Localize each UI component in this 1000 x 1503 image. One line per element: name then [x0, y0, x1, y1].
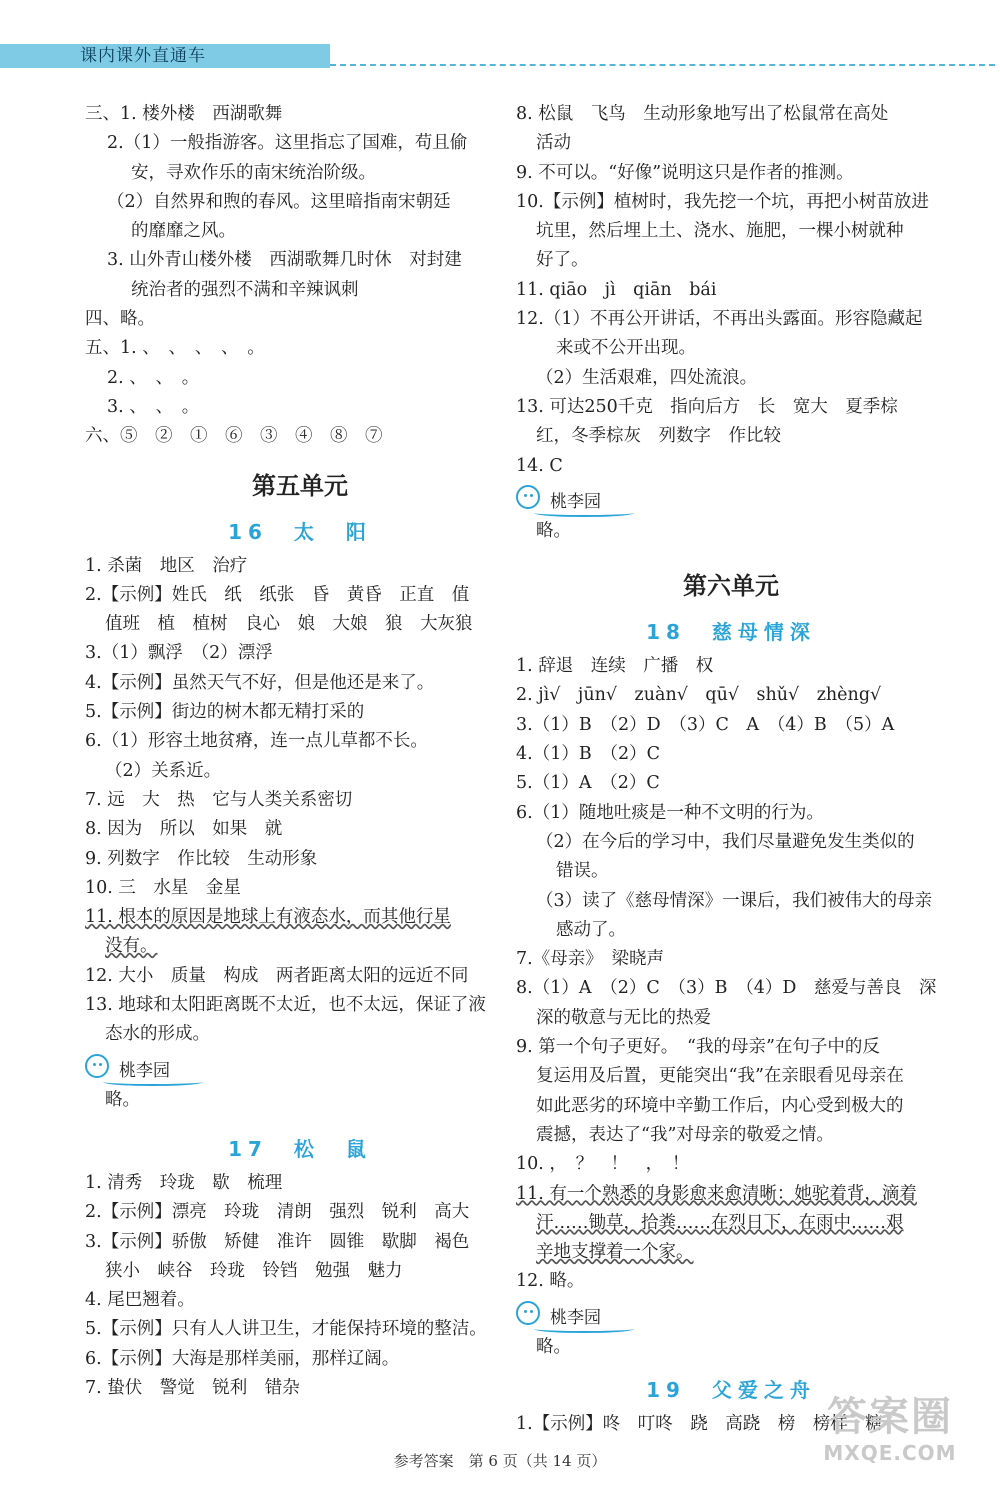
answer-text: 4.（1）B （2）C [516, 744, 660, 765]
answer-line [85, 903, 515, 932]
answer-text: 汗……锄草，拾粪……在烈日下，在雨中……艰 [536, 1212, 904, 1233]
answer-line [516, 1238, 946, 1267]
answer-text: 红，冬季棕灰 列数字 作比较 [536, 426, 781, 447]
answer-line [85, 874, 515, 903]
answer-line [85, 552, 515, 581]
answer-text: 8.（1）A （2）C （3）B （4）D 慈爱与善良 深 [516, 978, 937, 999]
taoliyuan-badge-2 [516, 483, 946, 517]
answer-text: 13. 地球和太阳距离既不太近，也不太远，保证了液 [85, 995, 486, 1016]
answer-text: 坑里，然后埋上土、浇水、施肥，一棵小树就种 [536, 221, 904, 242]
answer-line [516, 334, 946, 363]
answer-line [85, 1374, 515, 1403]
answer-line [85, 932, 515, 961]
answer-line [516, 305, 946, 334]
answer-text: 震撼，表达了“我”对母亲的敬爱之情。 [536, 1124, 834, 1145]
answer-line [516, 276, 946, 305]
smile-icon [85, 1054, 109, 1078]
answer-line [516, 1033, 946, 1062]
left-column [85, 100, 515, 1403]
unit5-title: 第五单元 [252, 470, 348, 500]
answer-text: 12. 大小 质量 构成 两者距离太阳的远近不同 [85, 965, 469, 986]
answer-line [516, 887, 946, 916]
answer-text: 活动 [536, 133, 571, 154]
answer-text: 8. 因为 所以 如果 就 [85, 819, 283, 840]
answer-line [85, 188, 515, 217]
answer-text: 9. 第一个句子更好。 “我的母亲”在句子中的反 [516, 1037, 880, 1058]
right-top-list [516, 100, 946, 481]
answer-text: 来或不公开出现。 [556, 338, 696, 359]
answer-text: 9. 不可以。“好像”说明这只是作者的推测。 [516, 162, 854, 183]
answer-line [516, 159, 946, 188]
answer-line [85, 991, 515, 1020]
answer-line [85, 698, 515, 727]
answer-text: 五、1. 、 、 、 、 。 [85, 338, 265, 359]
answer-line [85, 1345, 515, 1374]
answer-text: 1. 辞退 连续 广播 权 [516, 656, 714, 677]
taoliyuan-label: 桃李园 [119, 1060, 170, 1081]
answer-text: 11. 有一个熟悉的身影愈来愈清晰：她驼着背，滴着 [516, 1183, 917, 1204]
answer-text: 六、⑤ ② ① ⑥ ③ ④ ⑧ ⑦ [85, 426, 383, 447]
answer-line [85, 845, 515, 874]
answer-line [85, 1315, 515, 1344]
answer-line [85, 364, 515, 393]
answer-line [85, 815, 515, 844]
answer-text: 12. 略。 [516, 1271, 585, 1292]
answer-line [516, 828, 946, 857]
answer-text: 5.（1）A （2）C [516, 773, 660, 794]
answer-line [85, 159, 515, 188]
answer-line [516, 100, 946, 129]
lesson19-title: 19 父爱之舟 [646, 1377, 816, 1402]
answer-line [85, 305, 515, 334]
answer-text: 9. 列数字 作比较 生动形象 [85, 848, 318, 869]
answer-text: 复运用及后置，更能突出“我”在亲眼看见母亲在 [536, 1066, 904, 1087]
answer-text: 7.《母亲》 梁晓声 [516, 949, 664, 970]
answer-text: 没有。 [105, 936, 158, 957]
lesson17-list [85, 1169, 515, 1403]
unit6-title: 第六单元 [683, 571, 779, 601]
answer-text: 3.（1）飘浮 （2）漂浮 [85, 643, 273, 664]
answer-line [85, 100, 515, 129]
answer-line [516, 916, 946, 945]
answer-text: （2）在今后的学习中，我们尽量避免发生类似的 [536, 831, 915, 852]
answer-text: 3. 、 、 。 [107, 396, 200, 417]
answer-text: 辛地支撑着一个家。 [536, 1242, 694, 1263]
answer-line [516, 681, 946, 710]
right-column [516, 100, 946, 1439]
answer-line [516, 188, 946, 217]
answer-text: 1.【示例】咚 叮咚 跷 高跷 榜 榜样 糖 [516, 1413, 883, 1434]
answer-line [85, 334, 515, 363]
answer-line [85, 217, 515, 246]
answer-line [85, 1286, 515, 1315]
answer-text: 3.【示例】骄傲 矫健 准许 圆锥 歇脚 褐色 [85, 1231, 470, 1252]
answer-line [85, 669, 515, 698]
watermark-sub: MXQE.COM [823, 1441, 957, 1465]
answer-line [516, 652, 946, 681]
answer-text: 10.【示例】植树时，我先挖一个坑，再把小树苗放进 [516, 191, 929, 212]
answer-line [85, 1198, 515, 1227]
answer-line [85, 1169, 515, 1198]
taoliyuan-text: 略。 [105, 1089, 140, 1110]
watermark-main: 答案圈 [827, 1394, 953, 1440]
answer-line [516, 422, 946, 451]
taoliyuan-badge-3 [516, 1299, 946, 1333]
smile-icon [516, 1301, 540, 1325]
wave-icon [534, 1325, 634, 1333]
answer-text: 12.（1）不再公开讲话，不再出头露面。形容隐藏起 [516, 309, 923, 330]
page-footer: 参考答案 第 6 页（共 14 页） [393, 1452, 607, 1470]
answer-line [85, 639, 515, 668]
answer-text: 2. 、 、 。 [107, 367, 200, 388]
taoliyuan-text: 略。 [536, 520, 571, 541]
answer-line [85, 786, 515, 815]
answer-text: （3）读了《慈母情深》一课后，我们被伟大的母亲 [536, 890, 933, 911]
answer-line [516, 129, 946, 158]
answer-line [85, 1228, 515, 1257]
answer-text: （2）关系近。 [105, 760, 222, 781]
answer-line [85, 757, 515, 786]
header-bar [0, 44, 330, 68]
answer-text: 2.（1）一般指游客。这里指忘了国难，苟且偷 [107, 133, 468, 154]
answer-text: 10. 三 水星 金星 [85, 877, 241, 898]
answer-line [85, 393, 515, 422]
answer-line [85, 422, 515, 451]
answer-line [516, 945, 946, 974]
answer-line [85, 581, 515, 610]
answer-line [516, 769, 946, 798]
answer-text: 错误。 [556, 861, 609, 882]
lesson18-list [516, 652, 946, 1297]
answer-line [85, 727, 515, 756]
answer-text: 13. 可达250千克 指向后方 长 宽大 夏季棕 [516, 396, 898, 417]
answer-line [516, 1209, 946, 1238]
answer-text: 7. 远 大 热 它与人类关系密切 [85, 789, 353, 810]
answer-text: 如此恶劣的环境中辛勤工作后，内心受到极大的 [536, 1095, 904, 1116]
answer-line [516, 1267, 946, 1296]
answer-line [516, 1062, 946, 1091]
answer-text: 4. 尾巴翘着。 [85, 1290, 195, 1311]
lesson17-title: 17 松 鼠 [228, 1136, 372, 1161]
answer-text: 5.【示例】只有人人讲卫生，才能保持环境的整洁。 [85, 1319, 487, 1340]
answer-text: 6.【示例】大海是那样美丽，那样辽阔。 [85, 1348, 400, 1369]
answer-text: 6.（1）随地吐痰是一种不文明的行为。 [516, 802, 824, 823]
answer-text: 好了。 [536, 250, 589, 271]
lesson16-title: 16 太 阳 [228, 519, 372, 544]
answer-line [516, 740, 946, 769]
answer-line [516, 1150, 946, 1179]
answer-line [516, 974, 946, 1003]
taoliyuan-text: 略。 [536, 1336, 571, 1357]
answer-text: （2）生活艰难，四处流浪。 [536, 367, 758, 388]
answer-text: 三、1. 楼外楼 西湖歌舞 [85, 104, 283, 124]
smile-icon [516, 485, 540, 509]
answer-line [516, 711, 946, 740]
taoliyuan-badge [85, 1052, 515, 1086]
answer-line [85, 129, 515, 158]
answer-line [516, 1004, 946, 1033]
left-top-list [85, 100, 515, 452]
answer-text: 态水的形成。 [105, 1024, 210, 1045]
answer-text: 10. ， ？ ！ ， ！ [516, 1154, 690, 1175]
answer-text: 2. jì√ jūn√ zuàn√ qū√ shǔ√ zhèng√ [516, 685, 882, 706]
answer-text: 5.【示例】街边的树木都无精打采的 [85, 702, 365, 723]
answer-line [516, 799, 946, 828]
answer-text: 4.【示例】虽然天气不好，但是他还是来了。 [85, 672, 435, 693]
answer-line [85, 610, 515, 639]
answer-line [516, 452, 946, 481]
answer-text: 1. 清秀 玲珑 歇 梳理 [85, 1172, 283, 1193]
answer-text: 统治者的强烈不满和辛辣讽刺 [131, 279, 359, 300]
answer-line [85, 1020, 515, 1049]
answer-line [516, 364, 946, 393]
taoliyuan-label: 桃李园 [550, 491, 601, 512]
answer-line [85, 276, 515, 305]
answer-text: 6.（1）形容土地贫瘠，连一点儿草都不长。 [85, 731, 428, 752]
answer-line [516, 857, 946, 886]
answer-text: 14. C [516, 455, 563, 476]
lesson18-title: 18 慈母情深 [646, 620, 816, 645]
answer-text: 2.【示例】漂亮 玲珑 清朗 强烈 锐利 高大 [85, 1202, 470, 1223]
answer-line [516, 393, 946, 422]
answer-text: 的靡靡之风。 [131, 221, 236, 242]
answer-line [516, 1121, 946, 1150]
answer-text: 7. 蛰伏 警觉 锐利 错杂 [85, 1377, 300, 1398]
answer-text: 11. qiāo jì qiān bái [516, 279, 717, 300]
answer-text: 值班 植 植树 良心 娘 大娘 狼 大灰狼 [105, 614, 473, 635]
answer-text: 四、略。 [85, 309, 155, 330]
answer-text: 安，寻欢作乐的南宋统治阶级。 [131, 162, 376, 183]
answer-line [516, 1092, 946, 1121]
answer-text: 2.【示例】姓氏 纸 纸张 昏 黄昏 正直 值 [85, 584, 470, 605]
answer-text: 3.（1）B （2）D （3）C A （4）B （5）A [516, 714, 895, 735]
answer-text: 11. 根本的原因是地球上有液态水，而其他行星 [85, 907, 451, 928]
answer-text: （2）自然界和煦的春风。这里暗指南宋朝廷 [107, 191, 451, 212]
wave-icon [534, 509, 634, 517]
answer-line [85, 1257, 515, 1286]
watermark-logo [800, 1392, 980, 1465]
answer-line [516, 217, 946, 246]
header-divider [330, 64, 995, 66]
answer-text: 3. 山外青山楼外楼 西湖歌舞几时休 对封建 [107, 250, 462, 271]
wave-icon [103, 1078, 203, 1086]
answer-text: 8. 松鼠 飞鸟 生动形象地写出了松鼠常在高处 [516, 104, 889, 124]
answer-line [516, 1180, 946, 1209]
answer-text: 1. 杀菌 地区 治疗 [85, 555, 248, 576]
lesson16-list [85, 552, 515, 1050]
answer-text: 深的敬意与无比的热爱 [536, 1007, 711, 1028]
answer-text: 感动了。 [556, 919, 626, 940]
answer-line [516, 246, 946, 275]
taoliyuan-label: 桃李园 [550, 1307, 601, 1328]
answer-line [85, 246, 515, 275]
answer-text: 狭小 峡谷 玲珑 铃铛 勉强 魅力 [105, 1260, 403, 1281]
answer-line [85, 962, 515, 991]
header-title: 课内课外直通车 [80, 46, 206, 66]
